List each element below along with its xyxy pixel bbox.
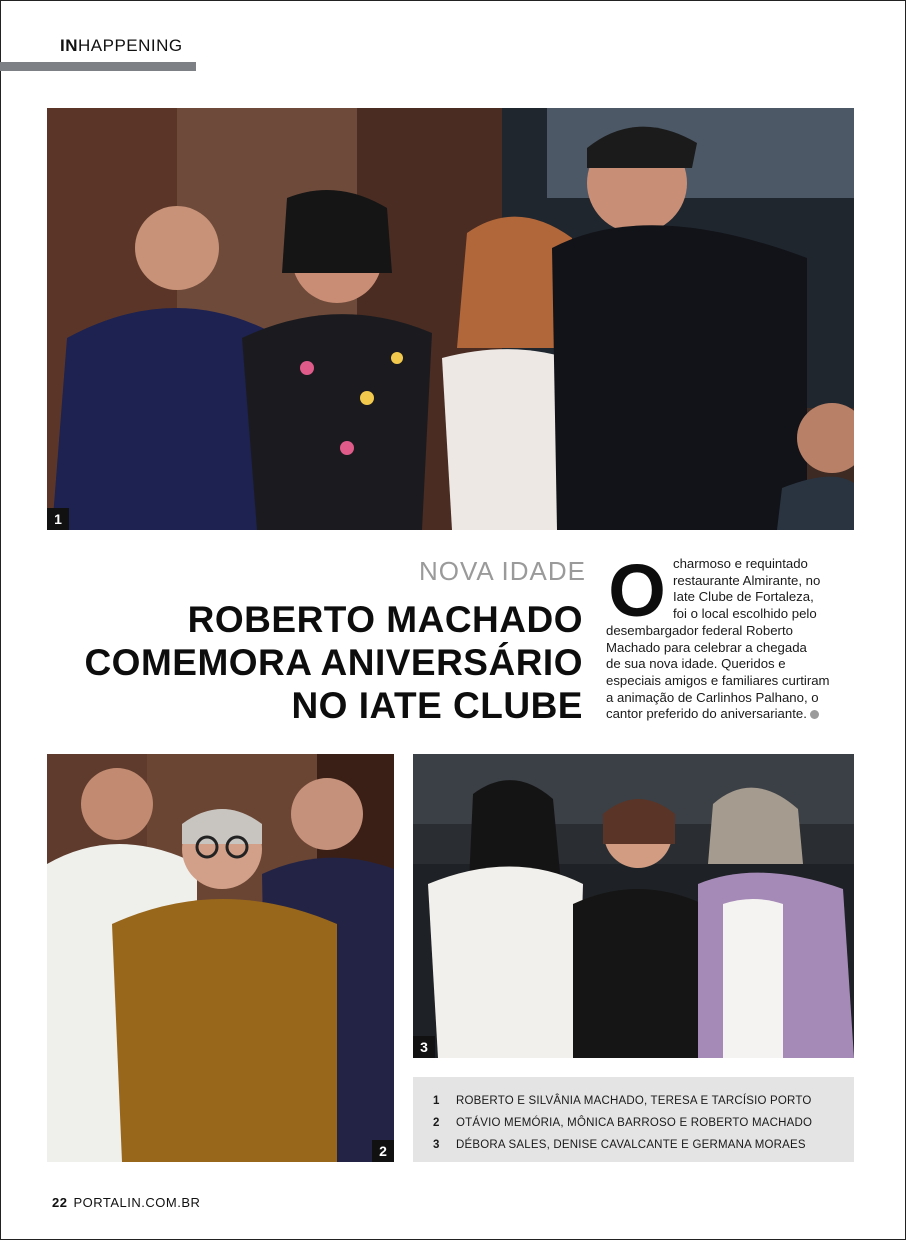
section-title: HAPPENING	[78, 36, 183, 55]
photo-captions	[413, 1077, 854, 1162]
article-body	[606, 556, 861, 723]
page-footer	[52, 1195, 200, 1210]
body-line: restaurante Almirante, no	[673, 572, 821, 588]
photo-2-number: 2	[372, 1140, 394, 1162]
caption-number: 2	[433, 1117, 440, 1129]
section-rule	[0, 62, 196, 71]
body-line: especiais amigos e familiares curtiram	[606, 672, 830, 688]
headline-line: NO IATE CLUBE	[291, 685, 583, 726]
photo-trio-left	[47, 754, 394, 1162]
drop-cap-letter: O	[608, 559, 666, 621]
body-line: a animação de Carlinhos Palhano, o	[606, 689, 819, 705]
caption-number: 3	[433, 1139, 440, 1151]
page-number: 22	[52, 1195, 68, 1210]
article-headline	[40, 598, 583, 727]
photo-3-number: 3	[413, 1036, 435, 1058]
caption-text: ROBERTO E SILVÂNIA MACHADO, TERESA E TARCÍSIO PORTO	[456, 1095, 812, 1107]
photo-main-group	[47, 108, 854, 530]
photo-1-number: 1	[47, 508, 69, 530]
caption-row	[433, 1134, 854, 1156]
photo-trio-right-image	[413, 754, 854, 1058]
headline-line: COMEMORA ANIVERSÁRIO	[84, 642, 583, 683]
body-line: Machado para celebrar a chegada	[606, 639, 807, 655]
body-line: foi o local escolhido pelo	[673, 606, 817, 622]
caption-number: 1	[433, 1095, 440, 1107]
end-mark-icon	[810, 710, 819, 719]
body-line: cantor preferido do aniversariante.	[606, 706, 807, 722]
body-line: Iate Clube de Fortaleza,	[673, 589, 814, 605]
body-line: charmoso e requintado	[673, 556, 808, 571]
photo-trio-left-image	[47, 754, 394, 1162]
caption-row	[433, 1112, 854, 1134]
photo-trio-right	[413, 754, 854, 1058]
footer-site: PORTALIN.COM.BR	[73, 1195, 201, 1210]
section-header	[60, 36, 183, 56]
headline-line: ROBERTO MACHADO	[187, 599, 583, 640]
caption-row	[433, 1090, 854, 1112]
caption-text: OTÁVIO MEMÓRIA, MÔNICA BARROSO E ROBERTO MACHADO	[456, 1117, 813, 1129]
drop-cap	[606, 559, 669, 621]
caption-text: DÉBORA SALES, DENISE CAVALCANTE E GERMANA MORAES	[456, 1139, 806, 1151]
article-kicker: NOVA IDADE	[418, 556, 586, 586]
section-prefix: IN	[60, 36, 78, 55]
body-line: desembargador federal Roberto	[606, 622, 793, 638]
photo-main-group-image	[47, 108, 854, 530]
body-line: de sua nova idade. Queridos e	[606, 656, 786, 672]
